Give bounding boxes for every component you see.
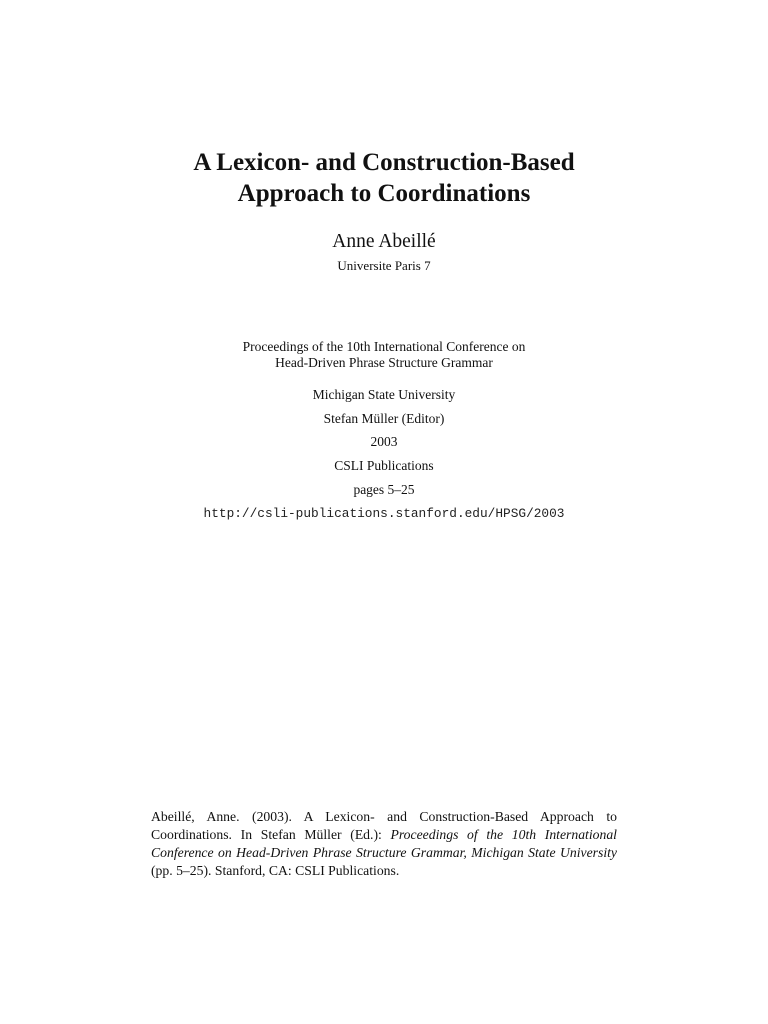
citation-text-start: Abeillé, Anne. (2003). A Lexicon- and Construction-Based Approach to Coordinations. In Stefan Müller (Ed.): bbox=[151, 809, 617, 842]
proceedings-line-1: Proceedings of the 10th International Conference on bbox=[242, 339, 526, 354]
proceedings-line-2: Head-Driven Phrase Structure Grammar bbox=[275, 355, 493, 370]
page-range: pages 5–25 bbox=[353, 482, 415, 497]
proceedings-title bbox=[0, 339, 768, 371]
citation-proceedings-italic: Proceedings of the 10th International Conference on Head-Driven Phrase Structure Grammar, Michigan State University bbox=[151, 827, 617, 860]
editor: Stefan Müller (Editor) bbox=[323, 411, 445, 426]
citation-block bbox=[151, 808, 617, 880]
author-affiliation: Universite Paris 7 bbox=[337, 258, 431, 273]
citation-text-end: (pp. 5–25). Stanford, CA: CSLI Publications. bbox=[151, 863, 400, 878]
paper-title-line-2: Approach to Coordinations bbox=[237, 180, 531, 207]
proceedings-url[interactable]: http://csli-publications.stanford.edu/HPSG/2003 bbox=[203, 506, 565, 521]
paper-title-line-1: A Lexicon- and Construction-Based bbox=[193, 149, 575, 176]
publisher: CSLI Publications bbox=[334, 458, 434, 473]
author-name: Anne Abeillé bbox=[332, 231, 436, 252]
paper-title bbox=[0, 147, 768, 209]
venue: Michigan State University bbox=[312, 387, 456, 402]
year: 2003 bbox=[370, 434, 398, 449]
